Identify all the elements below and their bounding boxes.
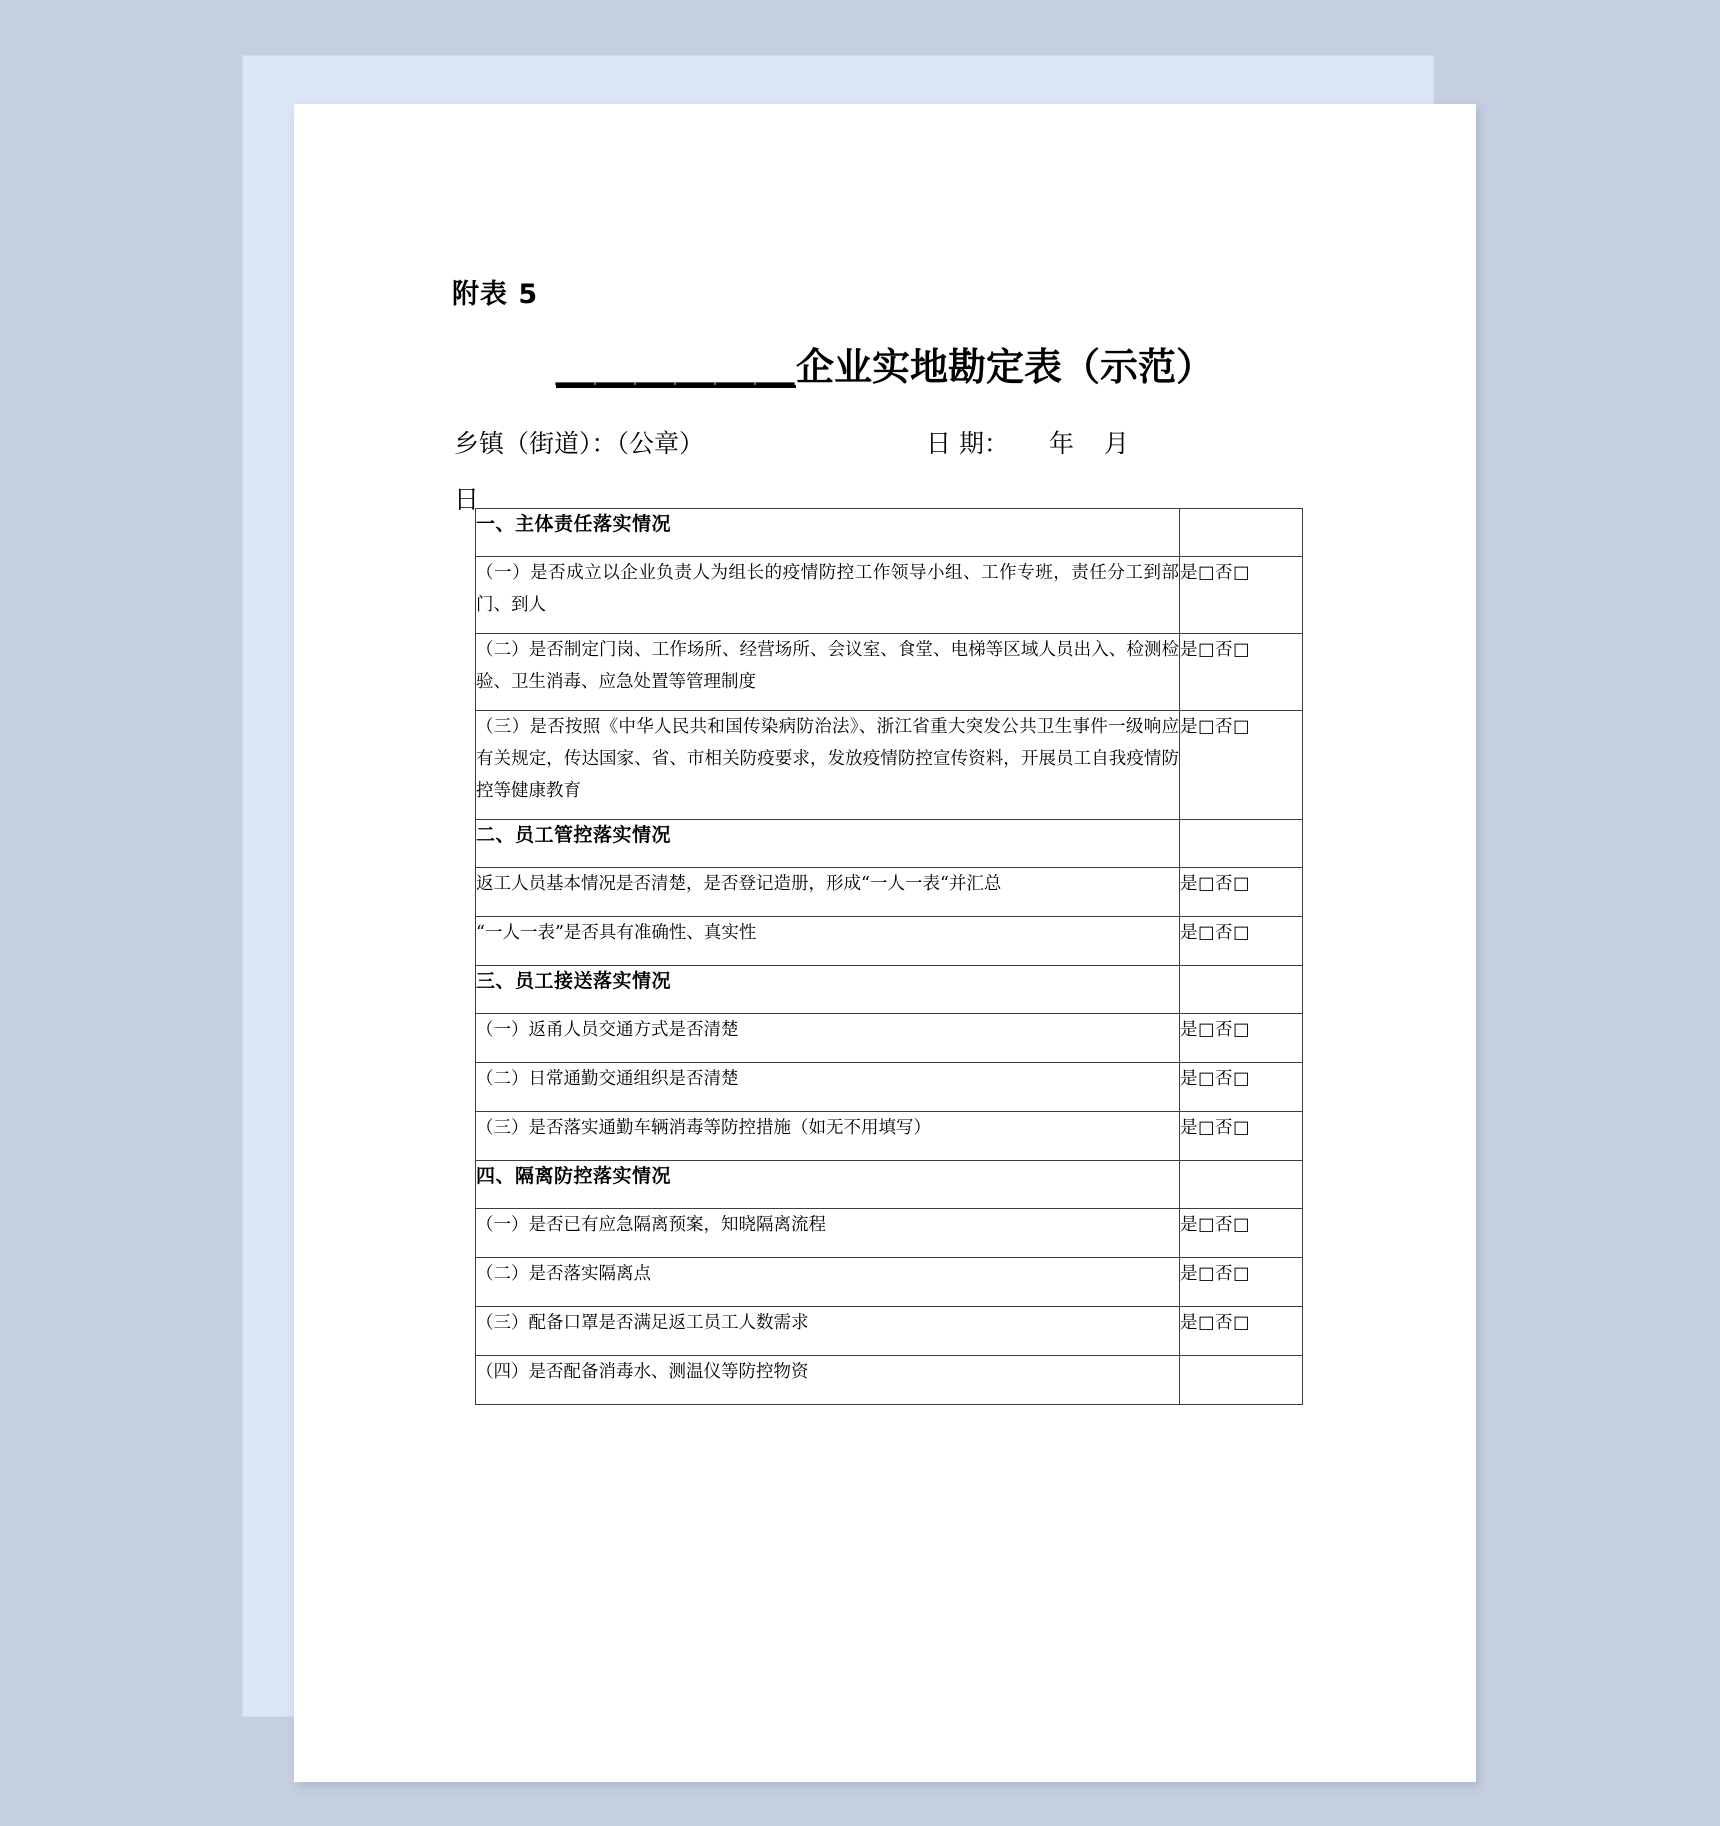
section-check-cell (1180, 966, 1303, 1014)
section-check-cell (1180, 1161, 1303, 1209)
check-cell[interactable]: 是□否□ (1180, 557, 1303, 634)
day-unit: 日 (454, 485, 480, 514)
survey-table-body (476, 509, 1303, 1405)
check-cell[interactable]: 是□否□ (1180, 711, 1303, 820)
item-cell: （三）配备口罩是否满足返工员工人数需求 (476, 1307, 1180, 1356)
check-cell[interactable]: 是□否□ (1180, 634, 1303, 711)
table-row (476, 1014, 1303, 1063)
item-cell: （二）日常通勤交通组织是否清楚 (476, 1063, 1180, 1112)
check-cell[interactable] (1180, 1356, 1303, 1405)
check-cell[interactable]: 是□否□ (1180, 1209, 1303, 1258)
item-cell: （一）返甬人员交通方式是否清楚 (476, 1014, 1180, 1063)
table-row (476, 557, 1303, 634)
check-cell[interactable]: 是□否□ (1180, 1258, 1303, 1307)
item-cell: （三）是否落实通勤车辆消毒等防控措施（如无不用填写） (476, 1112, 1180, 1161)
page-title (294, 336, 1476, 391)
paper-front-sheet (294, 104, 1476, 1782)
item-cell: “一人一表”是否具有准确性、真实性 (476, 917, 1180, 966)
table-row (476, 711, 1303, 820)
check-cell[interactable]: 是□否□ (1180, 917, 1303, 966)
check-cell[interactable]: 是□否□ (1180, 1307, 1303, 1356)
section-check-cell (1180, 820, 1303, 868)
year-unit: 年 (1048, 429, 1074, 458)
item-cell: （一）是否成立以企业负责人为组长的疫情防控工作领导小组、工作专班，责任分工到部门、到人 (476, 557, 1180, 634)
table-row (476, 1112, 1303, 1161)
check-cell[interactable]: 是□否□ (1180, 868, 1303, 917)
section-header-cell: 四、隔离防控落实情况 (476, 1161, 1180, 1209)
title-blank-underline: ＿＿＿＿＿＿ (555, 345, 796, 389)
section-header-cell: 三、员工接送落实情况 (476, 966, 1180, 1014)
table-row (476, 868, 1303, 917)
table-row (476, 509, 1303, 557)
table-row (476, 1356, 1303, 1405)
check-cell[interactable]: 是□否□ (1180, 1112, 1303, 1161)
check-cell[interactable]: 是□否□ (1180, 1063, 1303, 1112)
check-cell[interactable]: 是□否□ (1180, 1014, 1303, 1063)
table-row (476, 1209, 1303, 1258)
table-row (476, 1307, 1303, 1356)
table-row (476, 820, 1303, 868)
township-label: 乡镇（街道）：（公章） (454, 429, 705, 458)
table-row (476, 1063, 1303, 1112)
title-text: 企业实地勘定表（示范） (796, 345, 1215, 389)
document-body (294, 104, 1476, 1782)
item-cell: （二）是否落实隔离点 (476, 1258, 1180, 1307)
item-cell: （四）是否配备消毒水、测温仪等防控物资 (476, 1356, 1180, 1405)
table-row (476, 634, 1303, 711)
item-cell: （二）是否制定门岗、工作场所、经营场所、会议室、食堂、电梯等区域人员出入、检测检验、卫生消毒、应急处置等管理制度 (476, 634, 1180, 711)
item-cell: 返工人员基本情况是否清楚，是否登记造册，形成“一人一表“并汇总 (476, 868, 1180, 917)
date-group (926, 416, 1129, 472)
section-check-cell (1180, 509, 1303, 557)
section-header-cell: 一、主体责任落实情况 (476, 509, 1180, 557)
attachment-label: 附表 5 (452, 279, 539, 310)
date-label: 日 期： (926, 429, 1009, 458)
item-cell: （三）是否按照《中华人民共和国传染病防治法》、浙江省重大突发公共卫生事件一级响应有关规定，传达国家、省、市相关防疫要求，发放疫情防控宣传资料，开展员工自我疫情防控等健康教育 (476, 711, 1180, 820)
table-row (476, 966, 1303, 1014)
item-cell: （一）是否已有应急隔离预案，知晓隔离流程 (476, 1209, 1180, 1258)
table-row (476, 1258, 1303, 1307)
month-unit: 月 (1103, 429, 1129, 458)
section-header-cell: 二、员工管控落实情况 (476, 820, 1180, 868)
survey-table (475, 508, 1303, 1405)
table-row (476, 917, 1303, 966)
table-row (476, 1161, 1303, 1209)
